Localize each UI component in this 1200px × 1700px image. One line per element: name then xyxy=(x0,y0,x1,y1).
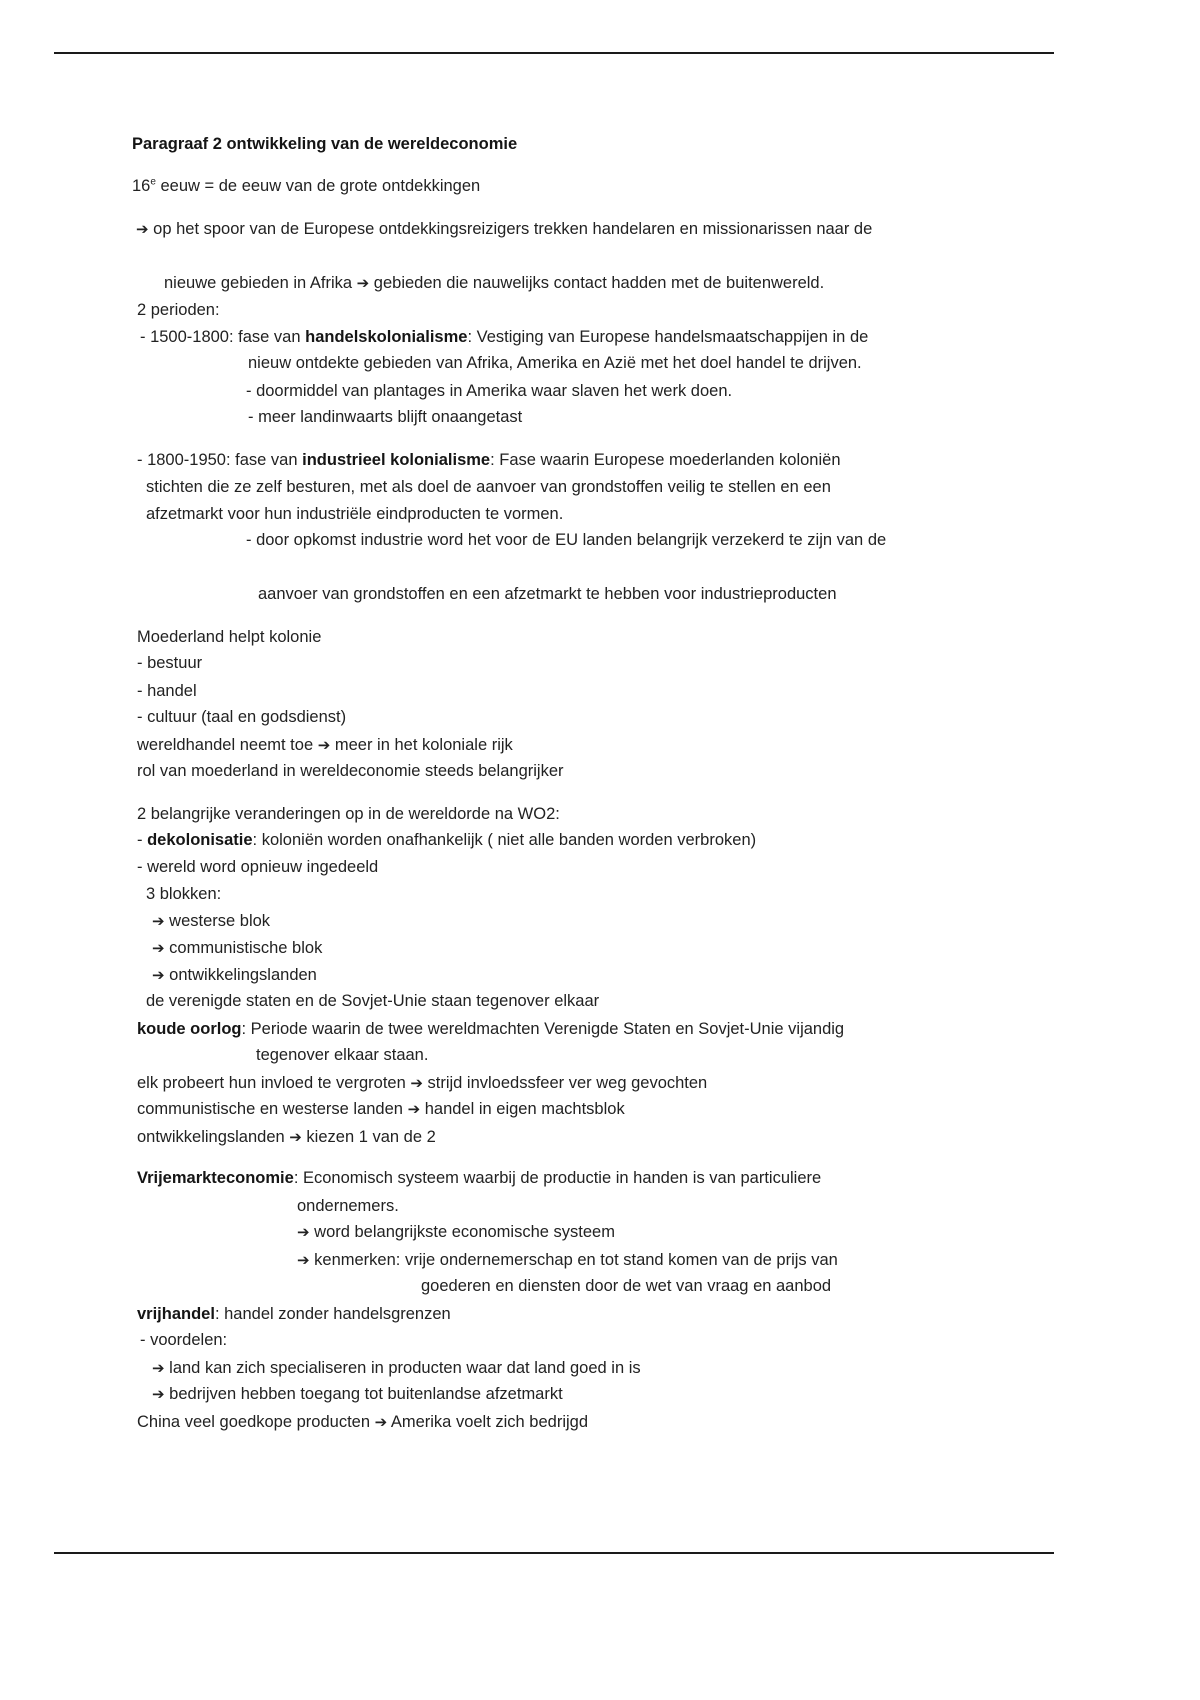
period1-def-b: nieuw ontdekte gebieden van Afrika, Amerika en Azië met het doel handel te drijven. xyxy=(248,354,862,372)
advantage-1-text: land kan zich specialiseren in producten waar dat land goed in is xyxy=(164,1359,641,1377)
china-a: China veel goedkope producten xyxy=(137,1413,375,1431)
block-westers-text: westerse blok xyxy=(169,912,271,930)
cold-war-line xyxy=(137,1019,844,1039)
century-superscript: e xyxy=(150,176,156,188)
page-title: Paragraaf 2 ontwikkeling van de wereldeconomie xyxy=(132,135,518,153)
intro-line-1-text: op het spoor van de Europese ontdekkingsreizigers trekken handelaren en missionarissen naar de xyxy=(153,220,873,238)
bloc-trade-line xyxy=(137,1099,625,1119)
intro-line-2-a: nieuwe gebieden in Afrika xyxy=(164,274,357,292)
block-item-ontwikkeling xyxy=(152,965,317,985)
arrow-right-icon: ➔ xyxy=(407,1100,421,1118)
bloc-trade-b: handel in eigen machtsblok xyxy=(420,1100,625,1118)
century-number: 16 xyxy=(132,177,151,195)
block-ontwikkeling-text: ontwikkelingslanden xyxy=(169,966,317,984)
periods-label: 2 perioden: xyxy=(137,301,220,319)
bottom-rule xyxy=(54,1552,1054,1554)
arrow-right-icon: ➔ xyxy=(317,736,331,754)
advantage-2-text: bedrijven hebben toegang tot buitenlandse afzetmarkt xyxy=(164,1385,563,1403)
dekol-rest: : koloniën worden onafhankelijk ( niet alle banden worden verbroken) xyxy=(252,831,757,849)
market-point-1 xyxy=(297,1222,615,1242)
advantage-1 xyxy=(152,1358,641,1378)
period1-def-a: : Vestiging van Europese handelsmaatschappijen in de xyxy=(467,328,869,346)
intro-line-2-b: gebieden die nauwelijks contact hadden met de buitenwereld. xyxy=(369,274,825,292)
period1-sub1: - doormiddel van plantages in Amerika waar slaven het werk doen. xyxy=(246,382,733,400)
period1-prefix: - 1500-1800: fase van xyxy=(140,328,306,346)
arrow-right-icon: ➔ xyxy=(152,1385,165,1403)
period2-sub2: aanvoer van grondstoffen en een afzetmarkt te hebben voor industrieproducten xyxy=(258,585,837,603)
market-def-b: ondernemers. xyxy=(297,1197,399,1215)
intro-line-1 xyxy=(136,219,872,239)
developing-line xyxy=(137,1127,436,1147)
developing-b: kiezen 1 van de 2 xyxy=(301,1128,436,1146)
influence-a: elk probeert hun invloed te vergroten xyxy=(137,1074,411,1092)
period2-def-c: afzetmarkt voor hun industriële eindproducten te vormen. xyxy=(146,505,564,523)
arrow-right-icon: ➔ xyxy=(136,220,149,238)
influence-b: strijd invloedssfeer ver weg gevochten xyxy=(422,1074,708,1092)
role-line: rol van moederland in wereldeconomie steeds belangrijker xyxy=(137,762,564,780)
period2-term: industrieel kolonialisme xyxy=(302,451,491,469)
moederland-item-bestuur: - bestuur xyxy=(137,654,203,672)
arrow-right-icon: ➔ xyxy=(152,966,165,984)
cold-war-def-b: tegenover elkaar staan. xyxy=(256,1046,429,1064)
period1-term: handelskolonialisme xyxy=(305,328,468,346)
arrow-right-icon: ➔ xyxy=(152,912,165,930)
cold-war-term: koude oorlog xyxy=(137,1020,242,1038)
market-term: Vrijemarkteconomie xyxy=(137,1169,294,1187)
rivals-line: de verenigde staten en de Sovjet-Unie staan tegenover elkaar xyxy=(146,992,600,1010)
arrow-right-icon: ➔ xyxy=(374,1413,388,1431)
trade-line-a: wereldhandel neemt toe xyxy=(137,736,318,754)
block-communistisch-text: communistische blok xyxy=(169,939,323,957)
arrow-right-icon: ➔ xyxy=(297,1223,310,1241)
china-b: Amerika voelt zich bedrijgd xyxy=(387,1413,589,1431)
period2-line xyxy=(137,450,841,470)
market-def-a: : Economisch systeem waarbij de productie in handen is van particuliere xyxy=(293,1169,822,1187)
block-item-communistisch xyxy=(152,938,322,958)
period1-sub2: - meer landinwaarts blijft onaangetast xyxy=(248,408,523,426)
century-line xyxy=(132,176,480,196)
period1-line xyxy=(140,327,868,347)
dekol-prefix: - xyxy=(137,831,148,849)
cold-war-def-a: : Periode waarin de twee wereldmachten Verenigde Staten en Sovjet-Unie vijandig xyxy=(241,1020,845,1038)
intro-line-2 xyxy=(164,273,824,293)
moederland-heading: Moederland helpt kolonie xyxy=(137,628,322,646)
period2-sub1: - door opkomst industrie word het voor de EU landen belangrijk verzekerd te zijn van de xyxy=(246,531,887,549)
arrow-right-icon: ➔ xyxy=(356,274,370,292)
blocks-label: 3 blokken: xyxy=(146,885,222,903)
market-point-2 xyxy=(297,1250,838,1270)
arrow-right-icon: ➔ xyxy=(152,1359,165,1377)
trade-line-b: meer in het koloniale rijk xyxy=(330,736,513,754)
china-line xyxy=(137,1412,588,1432)
period2-def-a: : Fase waarin Europese moederlanden koloniën xyxy=(490,451,841,469)
dekolonisatie-line xyxy=(137,830,756,850)
century-text: eeuw = de eeuw van de grote ontdekkingen xyxy=(155,177,481,195)
free-trade-def: : handel zonder handelsgrenzen xyxy=(214,1305,451,1323)
free-trade-term: vrijhandel xyxy=(137,1305,215,1323)
advantage-2 xyxy=(152,1384,563,1404)
advantages-label: - voordelen: xyxy=(140,1331,228,1349)
influence-line xyxy=(137,1073,707,1093)
market-point-3: goederen en diensten door de wet van vraag en aanbod xyxy=(421,1277,832,1295)
arrow-right-icon: ➔ xyxy=(289,1128,302,1146)
dekol-term: dekolonisatie xyxy=(147,831,253,849)
period2-prefix: - 1800-1950: fase van xyxy=(137,451,303,469)
indeling-line: - wereld word opnieuw ingedeeld xyxy=(137,858,379,876)
free-trade-line xyxy=(137,1304,451,1324)
market-point-1-text: word belangrijkste economische systeem xyxy=(309,1223,615,1241)
arrow-right-icon: ➔ xyxy=(152,939,165,957)
moederland-item-handel: - handel xyxy=(137,682,197,700)
developing-a: ontwikkelingslanden xyxy=(137,1128,290,1146)
arrow-right-icon: ➔ xyxy=(410,1074,423,1092)
bloc-trade-a: communistische en westerse landen xyxy=(137,1100,408,1118)
market-point-2-text: kenmerken: vrije ondernemerschap en tot stand komen van de prijs van xyxy=(309,1251,838,1269)
block-item-westers xyxy=(152,911,270,931)
top-rule xyxy=(54,52,1054,54)
arrow-right-icon: ➔ xyxy=(297,1251,310,1269)
wo2-heading: 2 belangrijke veranderingen op in de wereldorde na WO2: xyxy=(137,805,560,823)
moederland-item-cultuur: - cultuur (taal en godsdienst) xyxy=(137,708,347,726)
market-line xyxy=(137,1168,821,1188)
trade-line xyxy=(137,735,513,755)
period2-def-b: stichten die ze zelf besturen, met als doel de aanvoer van grondstoffen veilig te stellen en een xyxy=(146,478,831,496)
